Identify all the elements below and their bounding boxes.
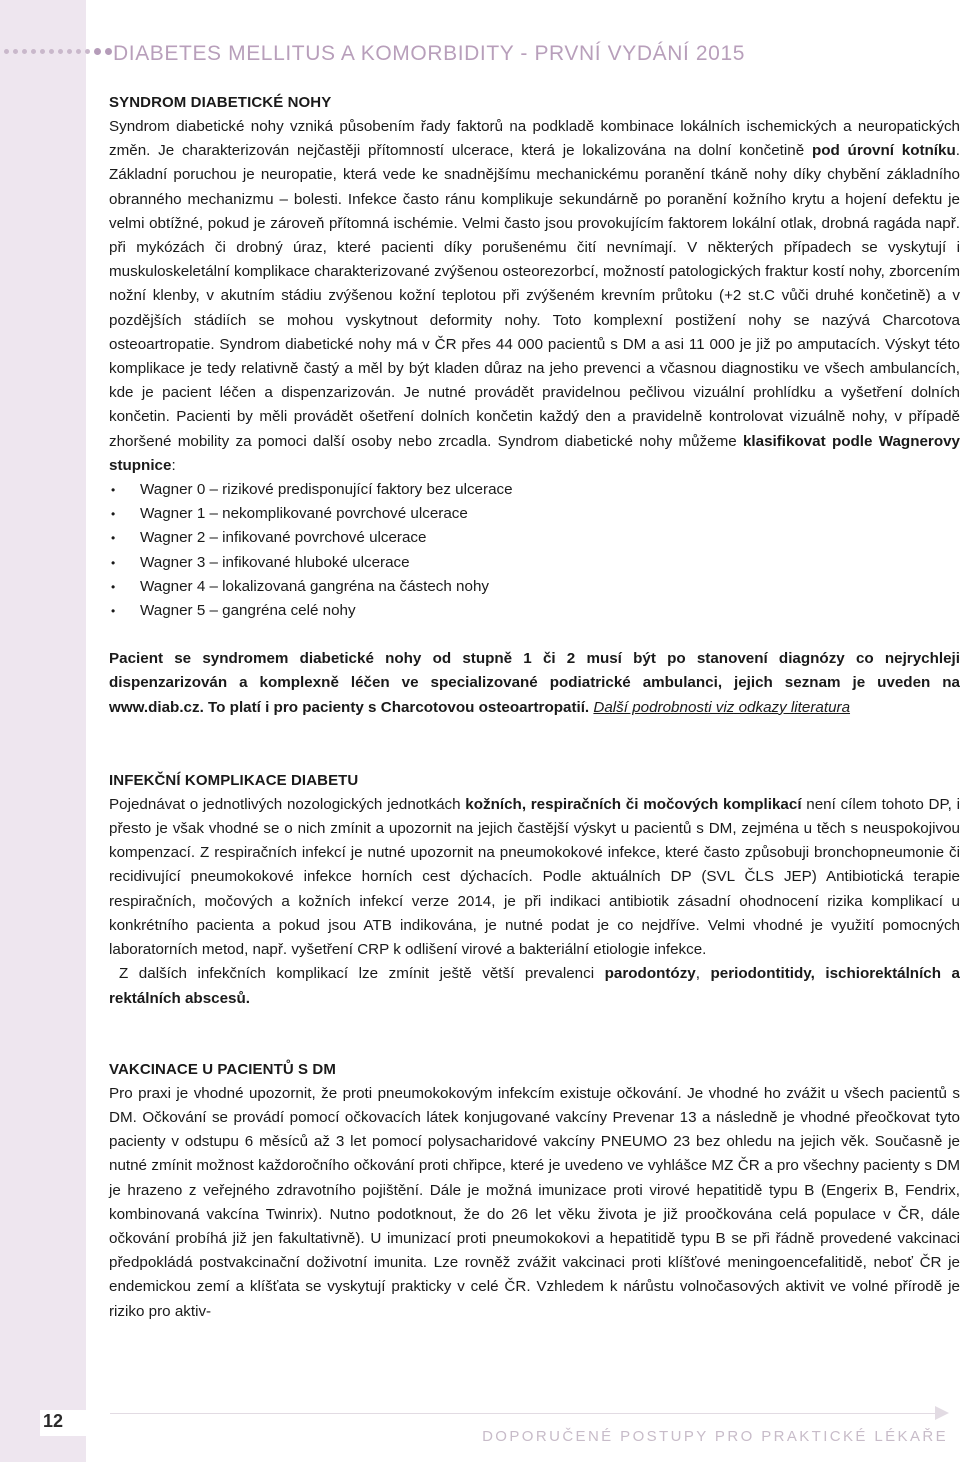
header-dot [105,48,112,55]
paragraph-infections [109,793,960,962]
list-item: • Wagner 3 – infikované hluboké ulcerace [109,551,960,575]
header-title: DIABETES MELLITUS A KOMORBIDITY - PRVNÍ VYDÁNÍ 2015 [113,42,746,65]
emphasis-text: pod úrovní kotníku [811,142,956,160]
running-header [0,40,960,74]
footer-arrow-icon [935,1406,949,1420]
section-heading-diabetic-foot: SYNDROM DIABETICKÉ NOHY [109,94,332,111]
text-run: Syndrom diabetické nohy vzniká působením řady faktorů na podkladě kombinace lokálních ischemických a neuropatických změn. Je charakterizován nejčastěji přítomností ulcerace, která je lokalizována na dolní končetině [109,118,960,160]
header-dots [4,48,112,55]
header-dot [22,49,27,54]
text-run: Pojednávat o jednotlivých nozologických jednotkách [109,795,466,813]
emphasis-text: periodontitidy, ischiorektálních a rektálních abscesů. [109,965,960,1007]
note-bold-text: Pacient se syndromem diabetické nohy od stupně 1 či 2 musí být po stanovení diagnózy co nejrychleji dispenzarizován a komplexně léčen ve specializované podiatrické ambulanci, jejich seznam je uveden na www.diab.cz. To platí i pro pacienty s Charcotovou osteoartropatií. [109,650,960,716]
paragraph-other-infections [109,962,960,1010]
list-item: • Wagner 2 – infikované povrchové ulcerace [109,526,960,550]
list-item: • Wagner 5 – gangréna celé nohy [109,599,960,623]
header-dot [76,49,81,54]
page-content [109,92,960,1324]
text-run: není cílem tohoto DP, i přesto je však vhodné se o nich zmínit a upozornit na jejich častější výskyt u pacientů s DM, zejména u těch s neuspokojivou kompenzací. Z respiračních infekcí je nutné upozornit na pneumokokové infekce, které často způsobuji bronchopneumonie či recidivující pneumokokové infekce horních cest dýchacích. Podle aktuálních DP (SVL ČLS JEP) Antibiotická terapie respiračních, močových a kožních infekcí verze 2014, je při indikaci antibiotik zásadní ohodnocení rizika komplikací u konkrétního pacienta a pokud jsou ATB indikována, je nutné podat je co nejdříve. Velmi vhodné je využití pomocných laboratorních metod, např. vyšetření CRP k odlišení virové a bakteriální etiologie infekce. [109,795,960,959]
emphasis-text: parodontózy [604,965,696,983]
header-dot [13,49,18,54]
header-dot [94,48,101,55]
list-item: • Wagner 1 – nekomplikované povrchové ulcerace [109,502,960,526]
wagner-scale-list [109,478,960,623]
left-sidebar-band [0,0,86,1462]
header-dot [31,49,36,54]
paragraph-vaccination: Pro praxi je vhodné upozornit, že proti pneumokokovým infekcím existuje očkování. Je vhodné ho zvážit u všech pacientů s DM. Očkování se provádí pomocí očkovacích látek konjugované vakcíny Prevenar 13 a následně je vhodné přeočkovat tyto pacienty v odstupu 6 měsíců až 3 let pomocí polysacharidové vakcíny PNEUMO 23 bez ohledu na jejich věk. Současně je nutné zmínit možnost každoročního očkování proti chřipce, které je uvedeno ve vyhlášce MZ ČR a pro všechny pacienty s DM je hrazeno z veřejného zdravotního pojištění. Dále je možná imunizace proti virové hepatitidě typu B (Engerix B, Fendrix, kombinovaná vakcína Twinrix). Nutno podotknout, že do 26 let věku života je již proočkována celá populace v ČR, dále očkování probíhá již jen fakultativně). U imunizací proti pneumokokovi a hepatitidě typu B se při řádně provedené vakcinaci předpokládá postvakcinační doživotní imunita. Lze rovněž zvážit vakcinaci proti klíšťové meningoencefalitidě, neboť ČR je endemickou zemí a klíšťata se vyskytují prakticky v celé ČR. Vzhledem k nárůstu volnočasových aktivit ve volné přírodě je riziko pro aktiv- [109,1084,960,1320]
paragraph-referral-note [109,647,960,720]
footer-rule [110,1413,945,1414]
literature-link[interactable]: Další podrobnosti viz odkazy literatura [593,698,851,716]
emphasis-text: klasifikovat podle Wagnerovy stupnice [109,432,960,474]
text-run: , [695,965,711,983]
text-run: . Základní poruchou je neuropatie, která vede ke snadnějšímu mechanickému poranění tkáně nohy díky chybění základního obranného mechanizmu – bolesti. Infekce často ránu komplikuje sekundárně po poranění kožního krytu a hojení defektu je velmi obtížné, pokud je zároveň přítomná ischémie. Velmi často jsou provokujícím faktorem lokální otlak, drobná ragáda např. při mykózách či drobný úraz, které pacienti díky porušenému čití nevnímají. V některých případech se vyskytují i muskuloskeletální komplikace charakterizované zvýšenou osteorezorbcí, možností patologických fraktur kostí nohy, zborcením nožní klenby, v akutním stádiu zvýšenou kožní teplotou při zvýšeném krevním průtoku (+2 st.C vůči druhé končetině) a v pozdějších stádiích se mohou vyskytnout deformity nohy. Toto komplexní postižení nohy se nazývá Charcotova osteoartropatie. Syndrom diabetické nohy má v ČR přes 44 000 pacientů s DM a asi 11 000 je již po amputacích. Výskyt této komplikace je tedy relativně častý a měl by být kladen důraz na jeho prevenci a včasnou diagnostiku ve všech ambulancích, kde je pacient léčen a dispenzarizován. Je nutné provádět pravidelnou pečlivou vizuální prohlídku a vyšetření dolních končetin. Pacienti by měli provádět ošetření dolních končetin každý den a pravidelně kontrolovat vizuálně nohy, v případě zhoršené mobility za pomoci další osoby nebo zrcadla. Syndrom diabetické nohy můžeme [109,142,960,450]
list-item: • Wagner 4 – lokalizovaná gangréna na částech nohy [109,575,960,599]
header-dot [67,49,72,54]
list-item: • Wagner 0 – rizikové predisponující faktory bez ulcerace [109,478,960,502]
footer-title: DOPORUČENÉ POSTUPY PRO PRAKTICKÉ LÉKAŘE [482,1428,948,1445]
header-dot [85,49,90,54]
header-dot [58,49,63,54]
text-run: Z dalších infekčních komplikací lze zmínit ještě větší prevalenci [119,965,605,983]
section-heading-vaccination: VAKCINACE U PACIENTŮ S DM [109,1060,336,1078]
section-heading-infections: INFEKČNÍ KOMPLIKACE DIABETU [109,771,359,789]
header-dot [49,49,54,54]
paragraph-diabetic-foot [109,115,960,478]
emphasis-text: kožních, respiračních či močových komplikací [465,795,802,813]
text-run: : [171,456,176,474]
page-number: 12 [43,1411,64,1431]
header-dot [40,49,45,54]
header-dot [4,49,9,54]
